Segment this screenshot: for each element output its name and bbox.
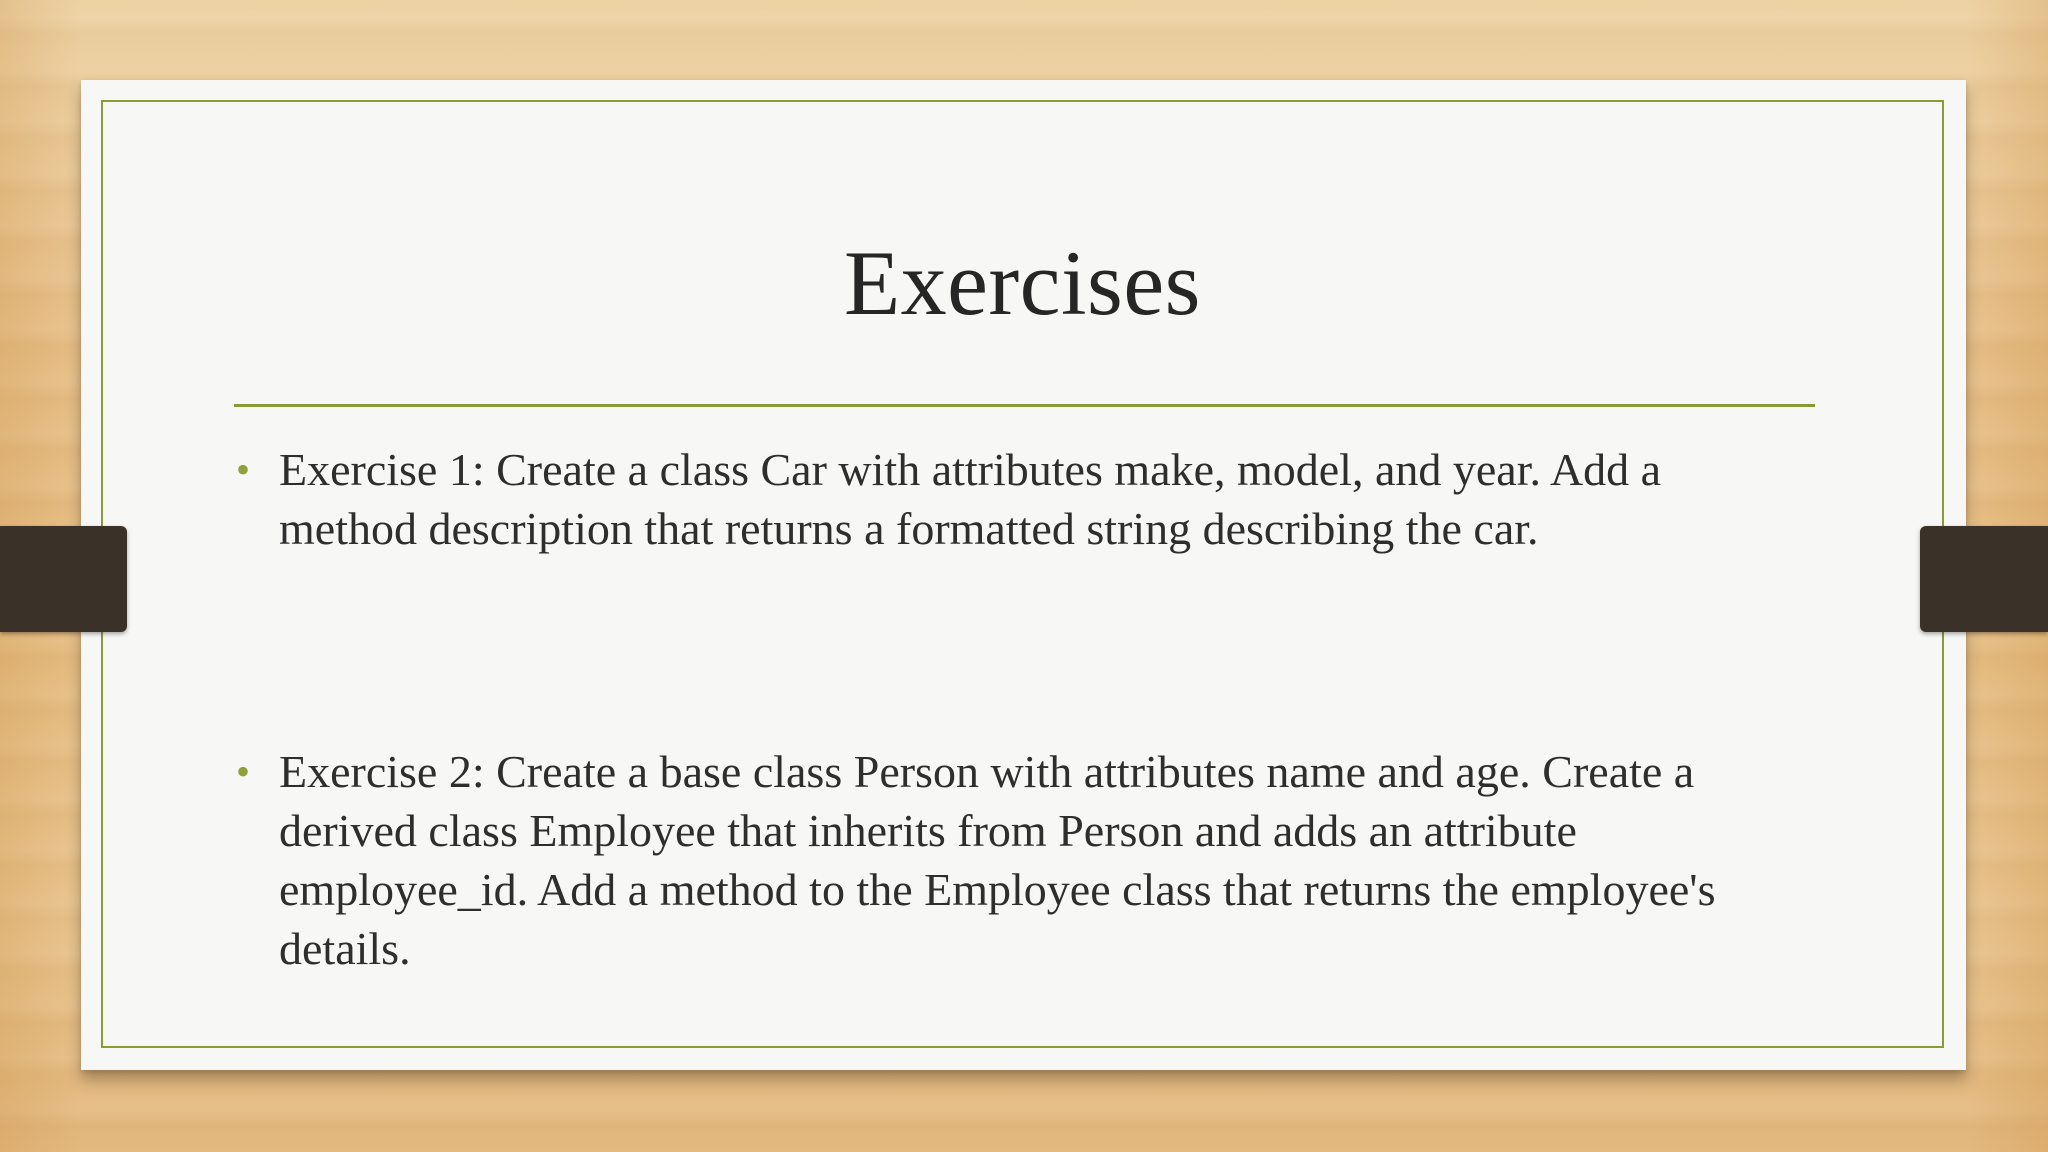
binder-clip-right <box>1920 526 2048 632</box>
bullet-item-exercise-1 <box>236 440 1796 558</box>
binder-clip-left <box>0 526 127 632</box>
bullet-dot-icon: • <box>236 447 251 492</box>
bullet-text: Exercise 1: Create a class Car with attributes make, model, and year. Add a method description that returns a formatted string describing the car. <box>279 444 1662 554</box>
bullet-item-exercise-2 <box>236 742 1796 978</box>
slide-title: Exercises <box>843 232 1201 334</box>
title-divider <box>234 404 1815 407</box>
bullet-text: Exercise 2: Create a base class Person with attributes name and age. Create a derived class Employee that inherits from Person and adds an attribute employee_id. Add a method to the Employee class that returns the employee's details. <box>279 746 1716 974</box>
bullet-dot-icon: • <box>236 749 251 794</box>
